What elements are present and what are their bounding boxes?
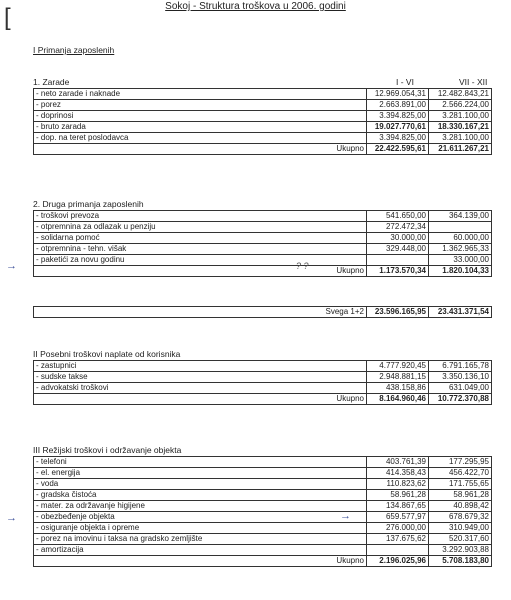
table-row: - gradska čistoća 58.961,28 58.961,28 (34, 490, 492, 501)
druga-primanja-table (33, 210, 492, 277)
handwritten-question-marks: ? ? (296, 261, 309, 271)
table-row: - mater. za održavanje higijene 134.867,65 40.898,42 (34, 501, 492, 512)
col-header-2: VII - XII (459, 77, 488, 87)
total-row: Ukupno 2.196.025,96 5.708.183,80 (34, 556, 492, 567)
total-row: Ukupno 8.164.960,46 10.772.370,88 (34, 394, 492, 405)
table-row: - doprinosi 3.394.825,00 3.281.100,00 (34, 111, 492, 122)
table-row: - osiguranje objekta i opreme 276.000,00 310.949,00 (34, 523, 492, 534)
table-row: - telefoni 403.761,39 177.295,95 (34, 457, 492, 468)
table-row: - paketići za novu godinu 33.000,00 (34, 255, 492, 266)
table-row: - zastupnici 4.777.920,45 6.791.165,78 (34, 361, 492, 372)
table-row: - troškovi prevoza 541.650,00 364.139,00 (34, 211, 492, 222)
table-row: - solidarna pomoć 30.000,00 60.000,00 (34, 233, 492, 244)
table-row: - otpremnina - tehn. višak 329.448,00 1.362.965,33 (34, 244, 492, 255)
table-row: - porez na imovinu i taksa na gradsko zemljište 137.675,62 520.317,60 (34, 534, 492, 545)
svega-table (33, 306, 492, 318)
table-row: - el. energija 414.358,43 456.422,70 (34, 468, 492, 479)
margin-bracket: [ (4, 4, 11, 31)
table-row: - obezbeđenje objekta 659.577,97 678.679,32 (34, 512, 492, 523)
hand-arrow-icon: → (340, 510, 351, 522)
total-row: Ukupno 1.173.570,34 1.820.104,33 (34, 266, 492, 277)
table-row: - voda 110.823,62 171.755,65 (34, 479, 492, 490)
page-title: Sokoj - Struktura troškova u 2006. godini (165, 1, 346, 12)
posebni-troskovi-table (33, 360, 492, 405)
table-row: - bruto zarada 19.027.770,61 18.330.167,21 (34, 122, 492, 133)
grand-total-row: Svega 1+2 23.596.165,95 23.431.371,54 (34, 307, 492, 318)
col-header-1: I - VI (396, 77, 414, 87)
section2-heading: II Posebni troškovi naplate od korisnika (33, 349, 181, 359)
section1-heading: I Primanja zaposlenih (33, 45, 115, 55)
druga-primanja-heading: 2. Druga primanja zaposlenih (33, 199, 144, 209)
table-row: - sudske takse 2.948.881,15 3.350.136,10 (34, 372, 492, 383)
zarade-table (33, 88, 492, 155)
rezijski-troskovi-table (33, 456, 492, 567)
table-row: - porez 2.663.891,00 2.566.224,00 (34, 100, 492, 111)
table-row: - otpremnina za odlazak u penziju 272.472,34 (34, 222, 492, 233)
total-row: Ukupno 22.422.595,61 21.611.267,21 (34, 144, 492, 155)
zarade-heading: 1. Zarade (33, 77, 70, 87)
table-row: - amortizacija 3.292.903,88 (34, 545, 492, 556)
hand-arrow-icon: → (6, 260, 17, 272)
section3-heading: III Režijski troškovi i održavanje objekta (33, 445, 182, 455)
table-row: - neto zarade i naknade 12.969.054,31 12.482.843,21 (34, 89, 492, 100)
table-row: - dop. na teret poslodavca 3.394.825,00 3.281.100,00 (34, 133, 492, 144)
hand-arrow-icon: → (6, 512, 17, 524)
table-row: - advokatski troškovi 438.158,86 631.049,00 (34, 383, 492, 394)
